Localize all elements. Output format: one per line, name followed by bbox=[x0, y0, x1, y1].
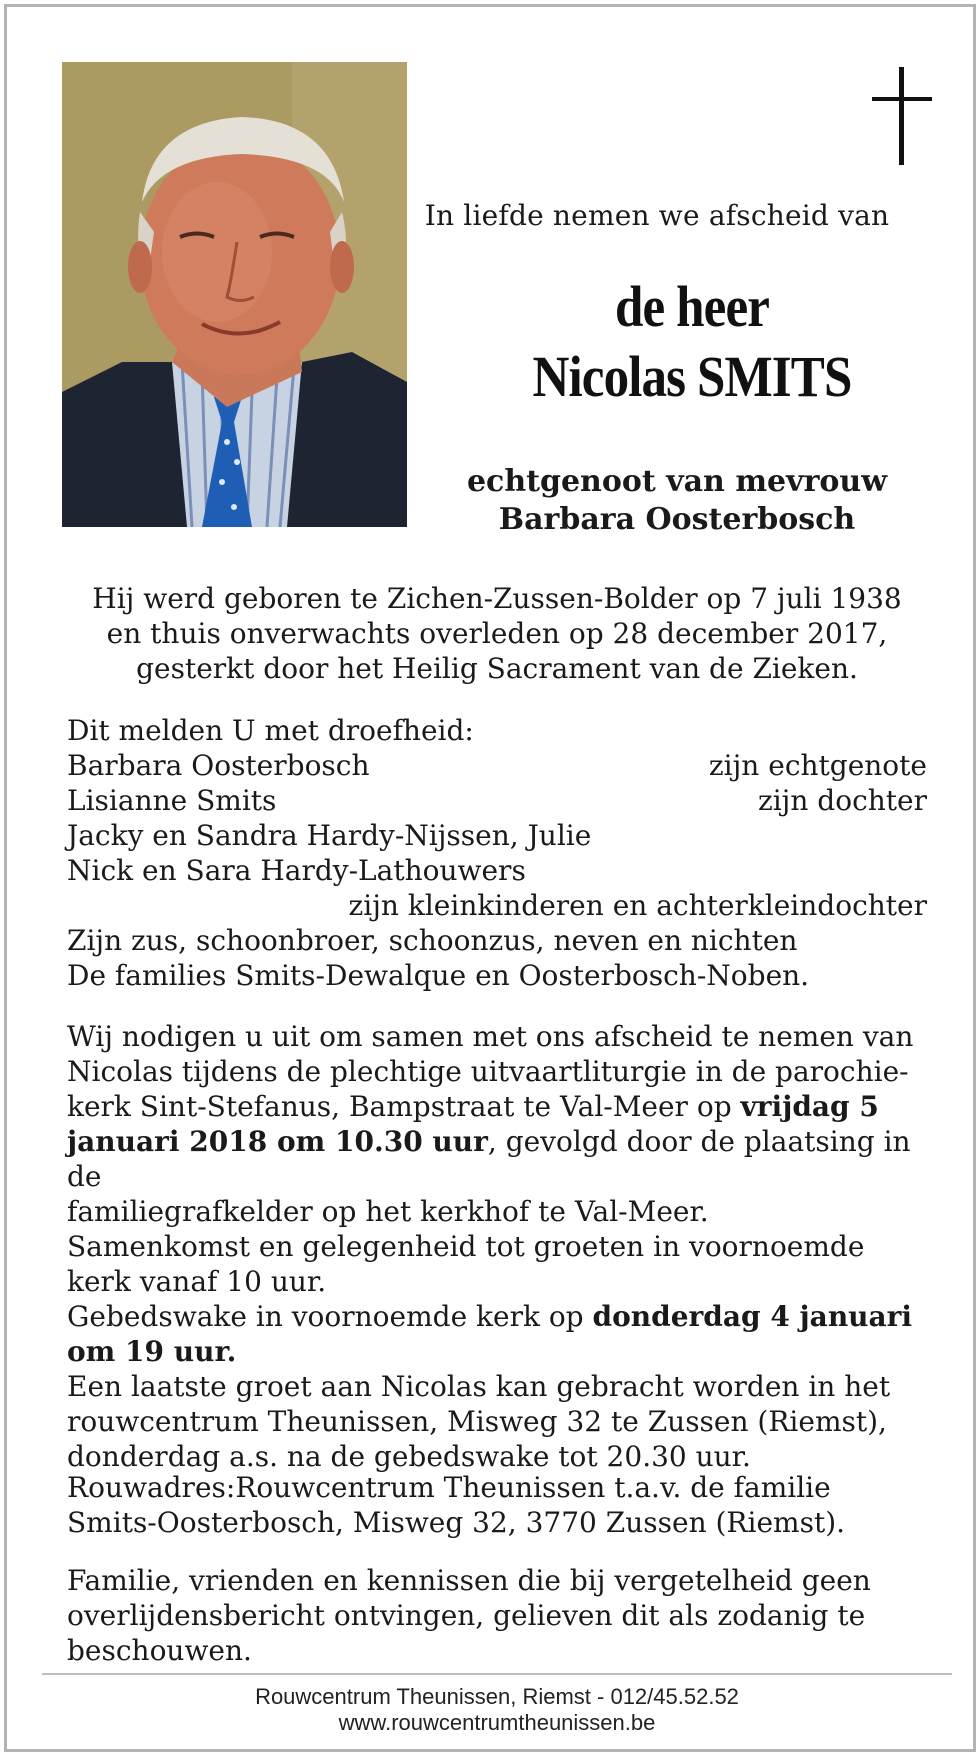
footer-divider bbox=[42, 1673, 952, 1675]
title-line-1: de heer bbox=[615, 274, 769, 339]
family-member-name: Lisianne Smits bbox=[67, 784, 277, 817]
family-list bbox=[67, 713, 927, 993]
invite-text: , gevolgd door de plaatsing in de bbox=[67, 1125, 911, 1193]
address-line-1: Rouwadres:Rouwcentrum Theunissen t.a.v. de familie bbox=[67, 1471, 831, 1504]
siblings-line: Zijn zus, schoonbroer, schoonzus, neven en nichten bbox=[67, 924, 798, 957]
invite-line: Samenkomst en gelegenheid tot groeten in voornoemde bbox=[67, 1230, 865, 1263]
family-row bbox=[67, 748, 927, 783]
invite-line: donderdag a.s. na de gebedswake tot 20.30 uur. bbox=[67, 1440, 751, 1473]
grandchildren-line-1: Jacky en Sandra Hardy-Nijssen, Julie bbox=[67, 819, 592, 852]
grandchildren-relation: zijn kleinkinderen en achterkleindochter bbox=[348, 889, 927, 922]
spouse-line-2: Barbara Oosterbosch bbox=[498, 502, 856, 537]
note-line-2: overlijdensbericht ontvingen, gelieven dit als zodanig te bbox=[67, 1599, 866, 1632]
funeral-time: januari 2018 om 10.30 uur bbox=[67, 1125, 488, 1158]
invite-line: Wij nodigen u uit om samen met ons afscheid te nemen van bbox=[67, 1020, 914, 1053]
footer-contact: Rouwcentrum Theunissen, Riemst - 012/45.52.52 bbox=[255, 1684, 739, 1709]
obituary-card bbox=[4, 4, 976, 1752]
birth-line-3: gesterkt door het Heilig Sacrament van de Zieken. bbox=[136, 652, 858, 685]
intro-text: In liefde nemen we afscheid van bbox=[424, 199, 890, 232]
invite-line: Nicolas tijdens de plechtige uitvaartliturgie in de parochie- bbox=[67, 1055, 909, 1088]
title-line-2: Nicolas SMITS bbox=[532, 344, 852, 409]
footer-website[interactable]: www.rouwcentrumtheunissen.be bbox=[338, 1710, 656, 1735]
invite-line bbox=[67, 1124, 927, 1194]
notice-note bbox=[67, 1563, 927, 1668]
funeral-date: vrijdag 5 bbox=[740, 1090, 879, 1123]
note-line-1: Familie, vrienden en kennissen die bij vergetelheid geen bbox=[67, 1564, 871, 1597]
invite-text: Gebedswake in voornoemde kerk op bbox=[67, 1300, 593, 1333]
address-line-2: Smits-Oosterbosch, Misweg 32, 3770 Zussen (Riemst). bbox=[67, 1506, 846, 1539]
family-row bbox=[67, 783, 927, 818]
birth-line-2: en thuis onverwachts overleden op 28 december 2017, bbox=[106, 617, 888, 650]
spouse-line-1: echtgenoot van mevrouw bbox=[466, 464, 888, 499]
wake-time: om 19 uur. bbox=[67, 1335, 237, 1368]
invite-line: familiegrafkelder op het kerkhof te Val-Meer. bbox=[67, 1195, 709, 1228]
families-line: De families Smits-Dewalque en Oosterbosch-Noben. bbox=[67, 959, 810, 992]
family-member-name: Barbara Oosterbosch bbox=[67, 749, 370, 782]
invite-line bbox=[67, 1334, 927, 1369]
portrait-illustration bbox=[62, 62, 407, 527]
mourning-address bbox=[67, 1470, 927, 1540]
invite-line: rouwcentrum Theunissen, Misweg 32 te Zussen (Riemst), bbox=[67, 1405, 887, 1438]
spouse-info bbox=[437, 463, 917, 539]
family-heading: Dit melden U met droefheid: bbox=[67, 714, 474, 747]
invite-line bbox=[67, 1089, 927, 1124]
invite-text: kerk Sint-Stefanus, Bampstraat te Val-Meer op bbox=[67, 1090, 741, 1123]
deceased-name bbox=[490, 272, 895, 412]
footer bbox=[7, 1684, 980, 1736]
birth-death-info bbox=[57, 581, 937, 686]
wake-date: donderdag 4 januari bbox=[592, 1300, 913, 1333]
cross-icon bbox=[872, 67, 932, 165]
grandchildren-line-2: Nick en Sara Hardy-Lathouwers bbox=[67, 854, 526, 887]
note-line-3: beschouwen. bbox=[67, 1634, 252, 1667]
family-member-relation: zijn echtgenote bbox=[708, 749, 927, 782]
invite-line bbox=[67, 1299, 927, 1334]
funeral-invitation bbox=[67, 1019, 927, 1474]
invite-line: Een laatste groet aan Nicolas kan gebracht worden in het bbox=[67, 1370, 891, 1403]
invite-line: kerk vanaf 10 uur. bbox=[67, 1265, 327, 1298]
portrait-photo bbox=[62, 62, 407, 527]
birth-line-1: Hij werd geboren te Zichen-Zussen-Bolder op 7 juli 1938 bbox=[92, 582, 902, 615]
family-member-relation: zijn dochter bbox=[757, 784, 927, 817]
